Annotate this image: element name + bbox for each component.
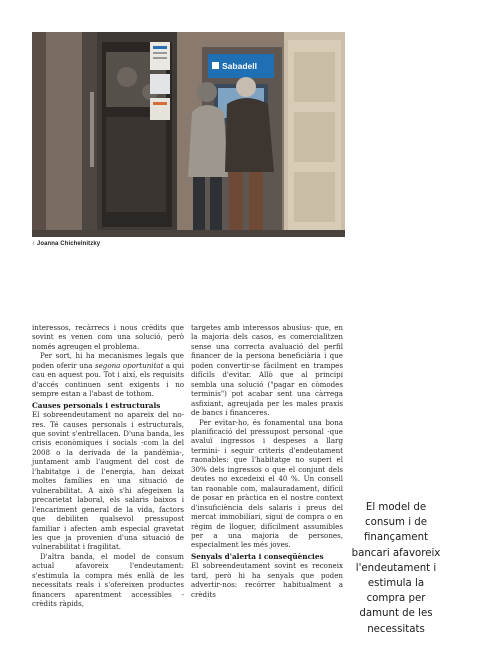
photo-credit-text: Joanna Chichelnitzky (36, 241, 101, 247)
paragraph: targetes amb interessos abusius- que, en la majoria dels casos, es comercialitzen sense una correcta avaluació del perfil financer de la persona beneficiària i que poden convertir-se fàcilment en trampes difícils d'evitar. Allò que al principi sembla una solució ("pagar en còmodes terminis") pot acabar sent una càrrega asfixiant, agreujada per les males praxis de bancs i financeres. (191, 323, 343, 418)
article-column-2 (191, 323, 343, 599)
paragraph-text: Per sort, hi ha mecanismes legals que poden oferir una (32, 351, 184, 370)
paragraph: interessos, recàrrecs i nous crèdits que sovint es venen com una solució, però només agreugen el problema. (32, 323, 184, 351)
paragraph: Per evitar-ho, és fonamental una bona planificació del pressupost personal -que avaluï ingressos i despeses a llarg termini- i seguir criteris d'endeutament raonables: que l'habitatge no superi el 30% dels ingressos o que el conjunt dels deutes no excedeixi el 40 %. Un consell tan raonable com, malauradament, difícil de posar en pràctica en el nostre context d'insuficiència dels salaris i preus del mercat immobiliari, sigui de compra o en règim de lloguer, difícilment assumibles per a una majoria de persones, especialment les més joves. (191, 417, 343, 550)
paragraph: D'altra banda, el model de consum actual afavoreix l'endeutament: s'estimula la compra més enllà de les necessitats reals i s'ofereixen productes financers aparentment accessibles -crèdits ràpids, (32, 551, 184, 609)
atm-photo (32, 32, 345, 237)
section-heading: Senyals d'alerta i conseqüències (191, 551, 324, 561)
article-column-1 (32, 323, 184, 609)
paragraph: El sobreendeutament sovint es reconeix tard, però hi ha senyals que poden advertir-nos: recórrer habitualment a crèdits (191, 561, 343, 599)
arrow-up-icon: ↑ (32, 241, 36, 247)
pull-quote: El model de consum i de finançament bancari afavoreix l'endeutament i estimula la compra per damunt de les necessitats (351, 502, 441, 635)
paragraph (32, 351, 184, 398)
paragraph-text: a qui cau en aquest pou. Tot i així, els requisits d'accés continuen sent exigents i no sempre estan a l'abast de tothom. (32, 360, 184, 399)
paragraph: El sobreendeutament no apareix del no-res. Té causes personals i estructurals, que sovint s'entrellacen. D'una banda, les crisis econòmiques i socials -com la del 2008 o la derivada de la pandèmia-, juntament amb l'augment del cost de l'habitatge i de l'energia, han deixat moltes famílies en una situació de vulnerabilitat. A això s'hi afegeixen la precarietat laboral, els salaris baixos i l'encariment general de la vida, factors que debiliten qualsevol pressupost familiar i afecten amb especial gravetat les que ja provenien d'una situació de vulnerabilitat i fragilitat. (32, 410, 184, 552)
section-heading: Causes personals i estructurals (32, 400, 161, 410)
bank-sign: Sabadell (222, 61, 257, 71)
paragraph-emphasis: segona oportunitat (94, 360, 164, 370)
photo-credit (32, 241, 100, 247)
atm-photo-illustration (32, 32, 345, 237)
